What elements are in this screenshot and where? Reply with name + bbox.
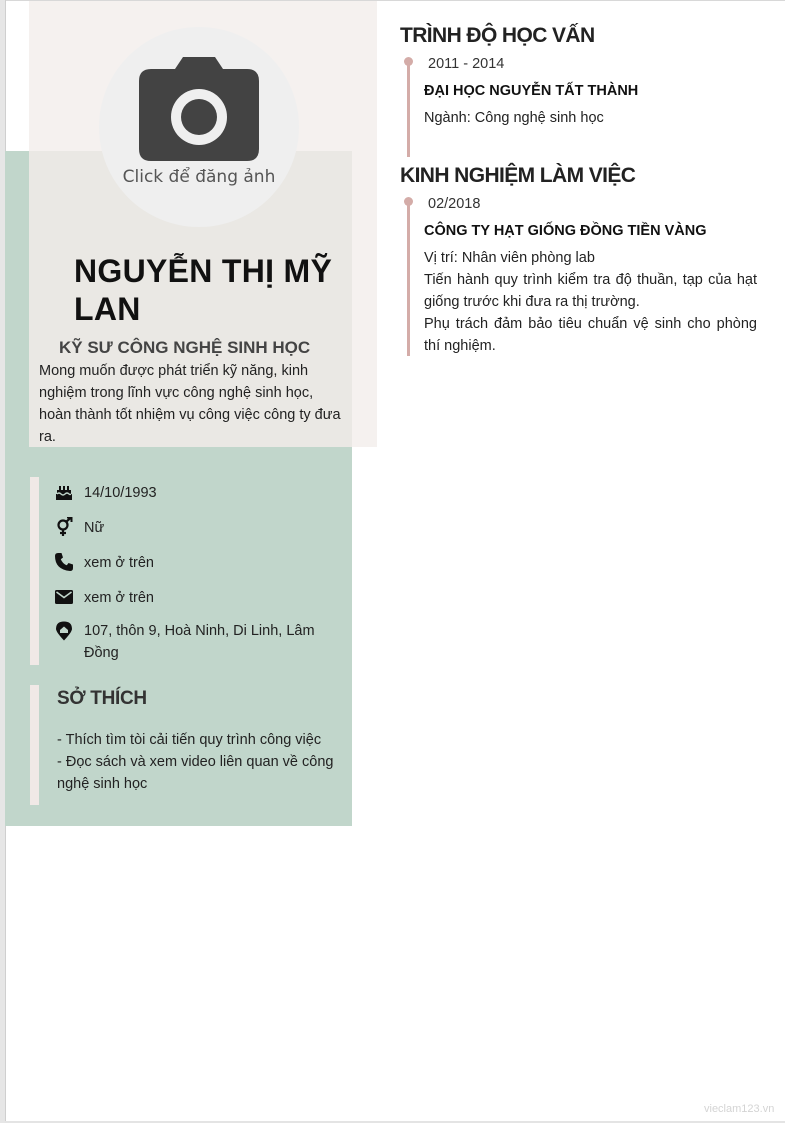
education-timeline-line <box>407 62 410 157</box>
email-text: xem ở trên <box>84 590 154 606</box>
education-heading: TRÌNH ĐỘ HỌC VẤN <box>400 24 595 47</box>
avatar-label[interactable]: Click để đăng ảnh <box>122 167 276 187</box>
phone-icon <box>54 552 74 572</box>
experience-timeline-dot <box>404 197 413 206</box>
full-name: NGUYỄN THỊ MỸ LAN <box>74 253 333 327</box>
hobby-item: - Thích tìm tòi cải tiến quy trình công việc <box>57 732 322 748</box>
hobby-item: - Đọc sách và xem video liên quan về công nghệ sinh học <box>57 754 334 792</box>
watermark: vieclam123.vn <box>704 1103 775 1115</box>
experience-details <box>424 247 757 357</box>
email-icon <box>54 587 74 607</box>
birthday-cake-icon <box>54 482 74 502</box>
experience-timeline-line <box>407 202 410 356</box>
experience-line: Phụ trách đảm bảo tiêu chuẩn vệ sinh cho phòng thí nghiệm. <box>424 316 757 354</box>
birthday-text: 14/10/1993 <box>84 485 157 501</box>
experience-company: CÔNG TY HẠT GIỐNG ĐỒNG TIỀN VÀNG <box>424 223 707 239</box>
address-text: 107, thôn 9, Hoà Ninh, Di Linh, Lâm Đồng <box>84 623 315 661</box>
education-school: ĐẠI HỌC NGUYỄN TẤT THÀNH <box>424 83 639 99</box>
hobbies-list <box>57 729 342 795</box>
location-pin-icon <box>54 621 74 641</box>
job-title: KỸ SƯ CÔNG NGHỆ SINH HỌC <box>59 338 311 357</box>
gender-text: Nữ <box>84 520 105 536</box>
contact-accent-bar <box>30 477 39 665</box>
experience-heading: KINH NGHIỆM LÀM VIỆC <box>400 164 636 187</box>
experience-period: 02/2018 <box>428 196 481 212</box>
experience-line: Tiến hành quy trình kiểm tra độ thuần, tạp của hạt giống trước khi đưa ra thị trường. <box>424 272 757 310</box>
hobbies-heading: SỞ THÍCH <box>57 688 147 709</box>
avatar-upload[interactable] <box>99 27 299 227</box>
gender-icon <box>54 517 74 537</box>
education-timeline-dot <box>404 57 413 66</box>
camera-icon <box>139 57 259 161</box>
hobbies-accent-bar <box>30 685 39 805</box>
education-period: 2011 - 2014 <box>428 56 505 72</box>
experience-line: Vị trí: Nhân viên phòng lab <box>424 250 595 266</box>
career-objective: Mong muốn được phát triển kỹ năng, kinh nghiệm trong lĩnh vực công nghệ sinh học, hoàn thành tốt nhiệm vụ công việc công ty đưa ra. <box>39 363 341 445</box>
phone-text: xem ở trên <box>84 555 154 571</box>
education-major: Ngành: Công nghệ sinh học <box>424 110 604 126</box>
